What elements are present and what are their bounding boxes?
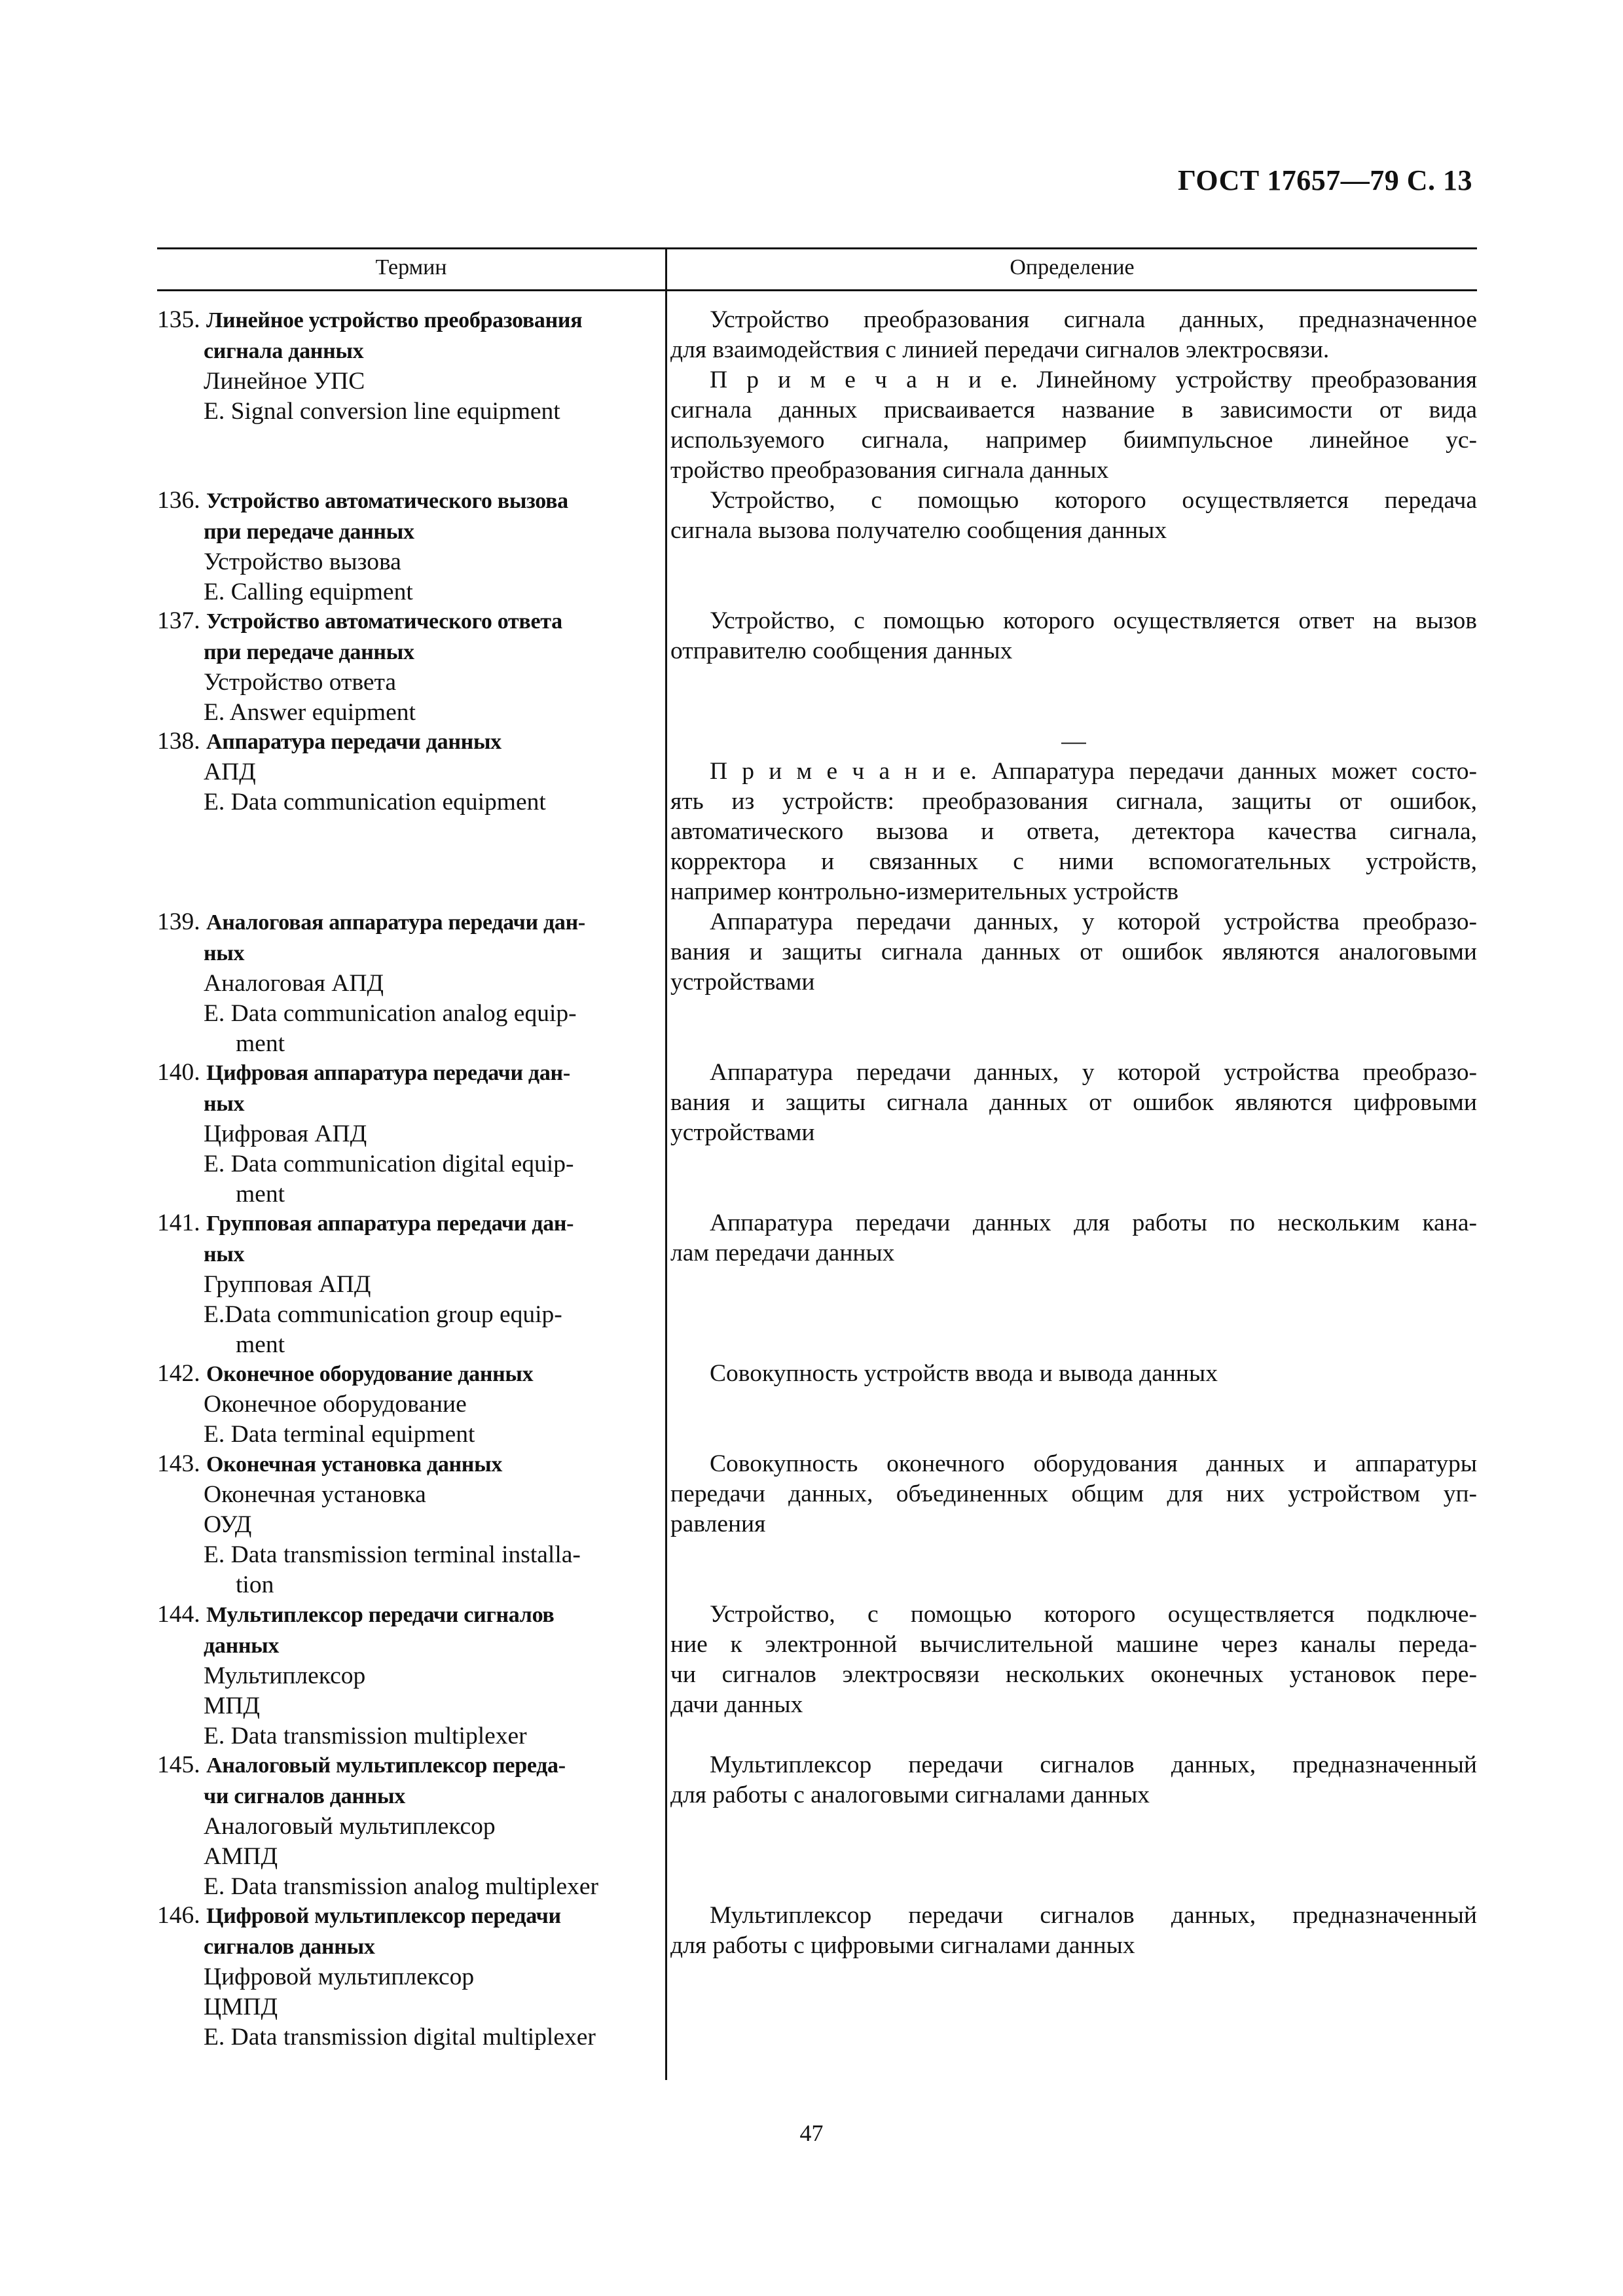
definition-line: Устройство преобразования сигнала данных, предназначенное xyxy=(710,306,1477,333)
term-line xyxy=(157,1359,644,1390)
term-line xyxy=(157,1540,644,1570)
term-line xyxy=(157,516,644,547)
term-line xyxy=(157,999,644,1029)
term-synonym: Оконечное оборудование xyxy=(204,1391,467,1418)
definition-cell xyxy=(670,1750,1477,1901)
column-header-term: Термин xyxy=(375,255,447,279)
term-line xyxy=(157,1510,644,1540)
term-line xyxy=(157,547,644,577)
page-number: 47 xyxy=(799,2120,824,2146)
term-title: ных xyxy=(204,941,245,965)
definition-line: ние к электронной вычислительной машине через каналы переда- xyxy=(670,1631,1477,1658)
note-label: П р и м е ч а н и е. xyxy=(710,367,1018,393)
term-line xyxy=(157,757,644,787)
term-cell xyxy=(157,1208,655,1359)
term-synonym: E. Answer equipment xyxy=(204,699,416,726)
term-cell xyxy=(157,907,655,1058)
term-number: 138. xyxy=(157,728,206,755)
term-number: 140. xyxy=(157,1059,206,1086)
term-synonym: E. Data communication analog equip- xyxy=(204,1000,577,1027)
note-text: Линейному устройству преобразования xyxy=(1017,367,1478,393)
definition-cell xyxy=(670,726,1477,907)
term-line xyxy=(157,1029,644,1059)
definition-cell xyxy=(670,1600,1477,1750)
term-line xyxy=(157,2022,644,2053)
term-line xyxy=(157,1119,644,1149)
term-line xyxy=(157,1901,644,1931)
note-line: сигнала данных присваивается название в зависимости от вида xyxy=(670,397,1477,423)
term-number: 142. xyxy=(157,1360,206,1387)
term-line xyxy=(157,577,644,607)
term-line xyxy=(157,1570,644,1600)
term-title: Линейное устройство преобразования xyxy=(206,308,583,332)
definition-cell xyxy=(670,1359,1477,1449)
term-synonym: E. Data terminal equipment xyxy=(204,1421,475,1448)
term-line xyxy=(157,1179,644,1210)
table-row xyxy=(157,486,1477,606)
term-synonym: Мультиплексор xyxy=(204,1662,366,1689)
term-line xyxy=(157,938,644,969)
note-line: автоматического вызова и ответа, детектора качества сигнала, xyxy=(670,818,1477,845)
term-synonym: АПД xyxy=(204,759,256,785)
term-line xyxy=(157,336,644,367)
table-row xyxy=(157,1901,1477,2051)
term-synonym: E. Data transmission digital multiplexer xyxy=(204,2024,596,2051)
term-cell xyxy=(157,486,655,606)
term-synonym: Устройство вызова xyxy=(204,548,401,575)
term-title: Аналоговый мультиплексор переда- xyxy=(206,1753,566,1778)
term-line xyxy=(157,1420,644,1450)
term-line xyxy=(157,1931,644,1962)
term-cell xyxy=(157,1750,655,1901)
term-synonym: Цифровая АПД xyxy=(204,1121,367,1147)
term-cell xyxy=(157,606,655,726)
term-title: данных xyxy=(204,1634,280,1658)
definition-line: Устройство, с помощью которого осуществляется передача xyxy=(710,487,1477,514)
term-title: Групповая аппаратура передачи дан- xyxy=(206,1211,574,1236)
term-line xyxy=(157,1149,644,1179)
definition-cell xyxy=(670,907,1477,1058)
term-synonym: ment xyxy=(236,1030,285,1057)
note-label: П р и м е ч а н и е. xyxy=(710,758,977,785)
term-line xyxy=(157,606,644,637)
term-line xyxy=(157,1721,644,1751)
term-line xyxy=(157,305,644,336)
term-line xyxy=(157,486,644,516)
term-synonym: Оконечная установка xyxy=(204,1481,426,1508)
term-line xyxy=(157,1300,644,1330)
table-row xyxy=(157,1750,1477,1901)
definition-line: передачи данных, объединенных общим для них устройством уп- xyxy=(670,1480,1477,1507)
definition-line: для взаимодействия с линией передачи сигналов электросвязи. xyxy=(670,336,1330,363)
term-line xyxy=(157,726,644,757)
term-number: 137. xyxy=(157,607,206,634)
term-line xyxy=(157,969,644,999)
term-title: Оконечное оборудование данных xyxy=(206,1362,534,1386)
term-synonym: Линейное УПС xyxy=(204,368,365,395)
term-line xyxy=(157,637,644,668)
term-title: Цифровая аппаратура передачи дан- xyxy=(206,1061,570,1085)
term-cell xyxy=(157,1449,655,1600)
terms-table xyxy=(157,247,1477,2080)
term-line xyxy=(157,1208,644,1239)
term-title: ных xyxy=(204,1092,245,1116)
term-synonym: E. Data communication digital equip- xyxy=(204,1151,574,1177)
term-synonym: ОУД xyxy=(204,1511,252,1538)
term-cell xyxy=(157,1359,655,1449)
term-title: при передаче данных xyxy=(204,640,414,664)
term-line xyxy=(157,1842,644,1872)
term-synonym: ЦМПД xyxy=(204,1994,278,2020)
definition-cell xyxy=(670,1058,1477,1208)
definition-line: отправителю сообщения данных xyxy=(670,637,1013,664)
term-synonym: E. Signal conversion line equipment xyxy=(204,398,560,425)
term-line xyxy=(157,1449,644,1480)
term-synonym: ment xyxy=(236,1331,285,1358)
term-line xyxy=(157,1390,644,1420)
term-title: Устройство автоматического вызова xyxy=(206,489,568,513)
definition-line: Аппаратура передачи данных, у которой устройства преобразо- xyxy=(710,908,1477,935)
term-title: при передаче данных xyxy=(204,520,414,544)
definition-line: Мультиплексор передачи сигналов данных, предназначенный xyxy=(710,1751,1477,1778)
definition-cell xyxy=(670,1208,1477,1359)
column-header-definition: Определение xyxy=(1010,255,1135,279)
term-synonym: МПД xyxy=(204,1693,261,1719)
table-row xyxy=(157,1600,1477,1750)
term-cell xyxy=(157,726,655,907)
term-line xyxy=(157,1750,644,1781)
definition-line: Мультиплексор передачи сигналов данных, предназначенный xyxy=(710,1902,1477,1929)
definition-line: чи сигналов электросвязи нескольких оконечных установок пере- xyxy=(670,1661,1477,1688)
term-number: 139. xyxy=(157,908,206,935)
term-number: 143. xyxy=(157,1450,206,1477)
definition-line: вания и защиты сигнала данных от ошибок являются цифровыми xyxy=(670,1089,1477,1116)
table-row xyxy=(157,1449,1477,1600)
term-line xyxy=(157,1088,644,1119)
definition-line: Устройство, с помощью которого осуществляется подключе- xyxy=(710,1601,1477,1628)
term-line xyxy=(157,1330,644,1360)
note-line: используемого сигнала, например биимпульсное линейное ус- xyxy=(670,427,1477,454)
definition-line: равления xyxy=(670,1511,766,1537)
term-line xyxy=(157,397,644,427)
term-synonym: E. Calling equipment xyxy=(204,579,413,605)
table-body xyxy=(157,305,1477,2051)
definition-cell xyxy=(670,606,1477,726)
term-line xyxy=(157,1480,644,1510)
term-number: 141. xyxy=(157,1210,206,1236)
term-number: 145. xyxy=(157,1751,206,1778)
term-line xyxy=(157,1058,644,1088)
term-title: Оконечная установка данных xyxy=(206,1452,503,1477)
term-line xyxy=(157,1691,644,1721)
definition-line: Устройство, с помощью которого осуществляется ответ на вызов xyxy=(710,607,1477,634)
document-header: ГОСТ 17657—79 С. 13 xyxy=(1177,164,1472,196)
term-cell xyxy=(157,1058,655,1208)
term-line xyxy=(157,787,644,817)
term-title: Устройство автоматического ответа xyxy=(206,609,562,634)
term-title: Цифровой мультиплексор передачи xyxy=(206,1904,561,1928)
term-line xyxy=(157,1270,644,1300)
term-cell xyxy=(157,1901,655,2051)
definition-cell xyxy=(670,486,1477,606)
term-synonym: Аналоговая АПД xyxy=(204,970,384,997)
term-cell xyxy=(157,305,655,486)
term-synonym: E.Data communication group equip- xyxy=(204,1301,562,1328)
note-line: ять из устройств: преобразования сигнала, защиты от ошибок, xyxy=(670,788,1477,815)
term-title: Мультиплексор передачи сигналов xyxy=(206,1603,555,1627)
note-text: Аппаратура передачи данных может состо- xyxy=(976,758,1477,785)
definition-line: устройствами xyxy=(670,969,815,996)
term-number: 135. xyxy=(157,306,206,333)
term-synonym: Аналоговый мультиплексор xyxy=(204,1813,496,1840)
note-line xyxy=(670,757,1477,787)
term-synonym: E. Data transmission multiplexer xyxy=(204,1723,527,1749)
term-line xyxy=(157,1239,644,1270)
note-line: корректора и связанных с ними вспомогательных устройств, xyxy=(670,848,1477,875)
definition-cell xyxy=(670,305,1477,486)
definition-line: устройствами xyxy=(670,1119,815,1146)
definition-line: Совокупность устройств ввода и вывода данных xyxy=(710,1360,1218,1387)
term-line xyxy=(157,698,644,728)
term-synonym: Цифровой мультиплексор xyxy=(204,1964,475,1990)
term-line xyxy=(157,1812,644,1842)
term-synonym: ment xyxy=(236,1181,285,1208)
table-row xyxy=(157,1208,1477,1359)
table-row xyxy=(157,305,1477,486)
definition-line: вания и защиты сигнала данных от ошибок являются аналоговыми xyxy=(670,939,1477,965)
definition-dash: — xyxy=(1061,728,1086,755)
term-cell xyxy=(157,1600,655,1750)
term-title: Аналоговая аппаратура передачи дан- xyxy=(206,910,585,935)
term-line xyxy=(157,907,644,938)
term-title: чи сигналов данных xyxy=(204,1784,405,1808)
term-synonym: E. Data communication equipment xyxy=(204,789,546,816)
definition-line: для работы с цифровыми сигналами данных xyxy=(670,1932,1135,1959)
term-number: 144. xyxy=(157,1601,206,1628)
term-line xyxy=(157,1962,644,1992)
term-line xyxy=(157,367,644,397)
term-synonym: Устройство ответа xyxy=(204,669,396,696)
term-title: Аппаратура передачи данных xyxy=(206,730,501,754)
term-line xyxy=(157,1992,644,2022)
term-number: 146. xyxy=(157,1902,206,1929)
term-title: ных xyxy=(204,1242,245,1266)
table-row xyxy=(157,1359,1477,1449)
term-line xyxy=(157,1781,644,1812)
note-line xyxy=(670,365,1477,395)
term-line xyxy=(157,1661,644,1691)
term-synonym: АМПД xyxy=(204,1843,278,1870)
term-synonym: Групповая АПД xyxy=(204,1271,371,1298)
term-line xyxy=(157,668,644,698)
term-synonym: E. Data transmission analog multiplexer xyxy=(204,1873,598,1900)
table-row xyxy=(157,1058,1477,1208)
note-line: тройство преобразования сигнала данных xyxy=(670,457,1109,484)
table-row xyxy=(157,726,1477,907)
term-title: сигналов данных xyxy=(204,1935,375,1959)
definition-cell xyxy=(670,1449,1477,1600)
table-top-rule xyxy=(157,247,1477,249)
table-row xyxy=(157,606,1477,726)
definition-line: для работы с аналоговыми сигналами данных xyxy=(670,1782,1150,1808)
term-line xyxy=(157,1872,644,1902)
term-title: сигнала данных xyxy=(204,339,364,363)
definition-line: Аппаратура передачи данных, у которой устройства преобразо- xyxy=(710,1059,1477,1086)
term-synonym: E. Data transmission terminal installa- xyxy=(204,1541,581,1568)
term-line xyxy=(157,1600,644,1630)
note-line: например контрольно-измерительных устройств xyxy=(670,878,1179,905)
definition-line: Совокупность оконечного оборудования данных и аппаратуры xyxy=(710,1450,1477,1477)
definition-line: лам передачи данных xyxy=(670,1240,895,1266)
table-row xyxy=(157,907,1477,1058)
definition-line: Аппаратура передачи данных для работы по нескольким кана- xyxy=(710,1210,1477,1236)
table-header-rule xyxy=(157,289,1477,291)
term-line xyxy=(157,1630,644,1661)
definition-line: сигнала вызова получателю сообщения данных xyxy=(670,517,1167,544)
term-synonym: tion xyxy=(236,1571,274,1598)
definition-cell xyxy=(670,1901,1477,2051)
term-number: 136. xyxy=(157,487,206,514)
definition-line: дачи данных xyxy=(670,1691,803,1718)
